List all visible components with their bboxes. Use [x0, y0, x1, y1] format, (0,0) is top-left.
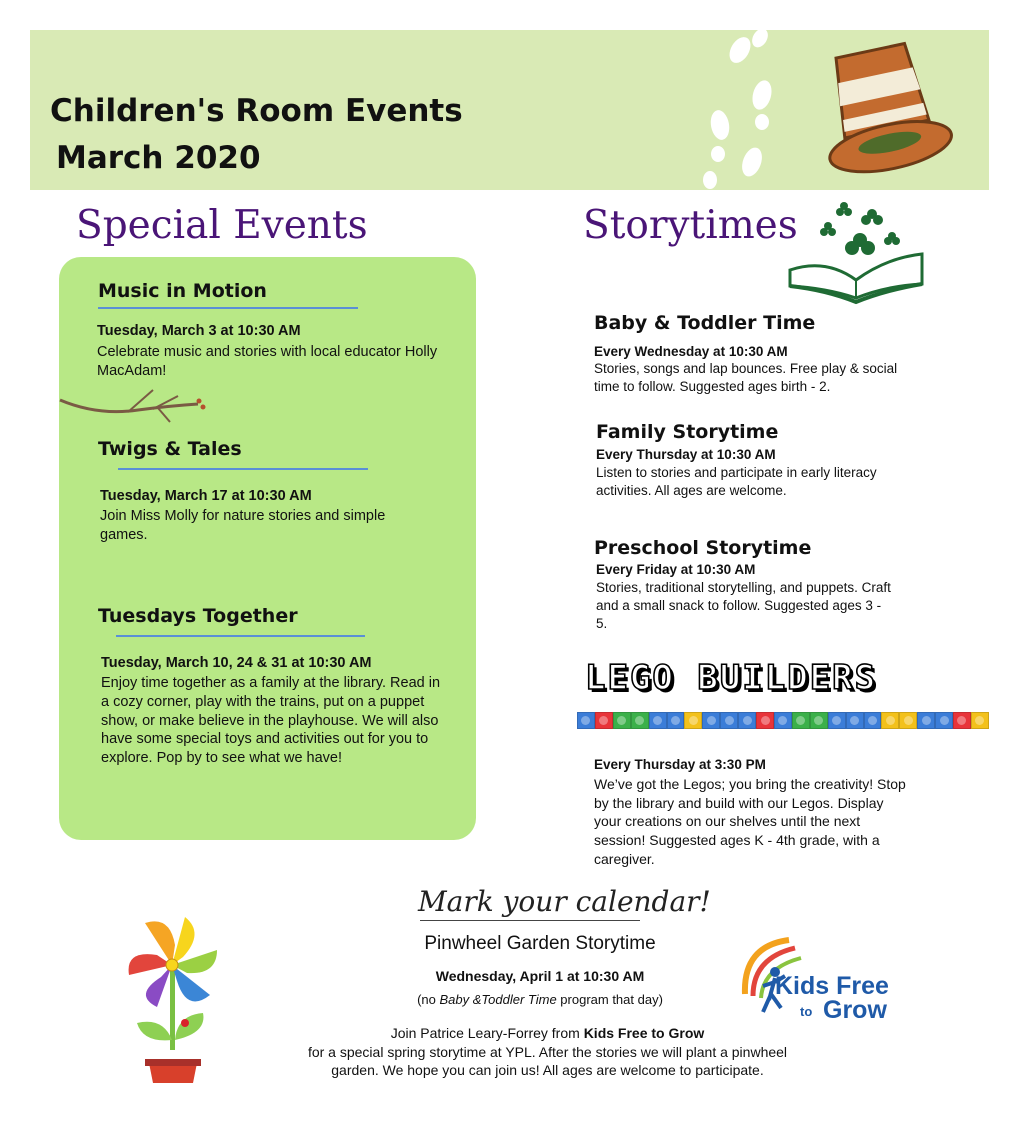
- divider: [118, 468, 368, 470]
- lego-date: Every Thursday at 3:30 PM: [594, 757, 766, 772]
- event-date-twigs: Tuesday, March 17 at 10:30 AM: [100, 488, 312, 504]
- lego-brick: [846, 712, 864, 729]
- lego-brick: [667, 712, 685, 729]
- lego-brick: [881, 712, 899, 729]
- storytime-body-baby: Stories, songs and lap bounces. Free play & social time to follow. Suggested ages birth - 2.: [594, 361, 898, 394]
- lego-brick: [738, 712, 756, 729]
- lego-brick: [595, 712, 613, 729]
- lego-brick: [756, 712, 774, 729]
- event-body-twigs: Join Miss Molly for nature stories and simple games.: [100, 508, 386, 543]
- storytime-body-family: Listen to stories and participate in early literacy activities. All ages are welcome.: [596, 465, 877, 498]
- lego-brick: [702, 712, 720, 729]
- kids-free-to-grow-logo: [737, 934, 897, 1026]
- logo-text-line2: to: [800, 1004, 813, 1019]
- footprints-icon: [690, 30, 800, 190]
- storytime-title-preschool: Preschool Storytime: [594, 537, 812, 559]
- event-title-tuesdays: Tuesdays Together: [98, 605, 298, 627]
- lego-brick: [649, 712, 667, 729]
- twig-icon: [58, 386, 208, 430]
- calendar-join-line: Join Patrice Leary-Forrey from Kids Free to Grow: [390, 1025, 705, 1041]
- lego-brick: [720, 712, 738, 729]
- lego-brick: [899, 712, 917, 729]
- lego-brick: [577, 712, 595, 729]
- open-book-shamrock-icon: [786, 198, 926, 306]
- calendar-event-date: Wednesday, April 1 at 10:30 AM: [435, 968, 645, 984]
- event-date-music: Tuesday, March 3 at 10:30 AM: [97, 323, 301, 339]
- divider: [98, 307, 358, 309]
- lego-brick: [953, 712, 971, 729]
- lego-brick: [935, 712, 953, 729]
- event-date-tuesdays: Tuesday, March 10, 24 & 31 at 10:30 AM: [101, 655, 372, 671]
- storytime-date-baby: Every Wednesday at 10:30 AM: [594, 344, 788, 359]
- lego-brick: [774, 712, 792, 729]
- event-body-music: Celebrate music and stories with local educator Holly MacAdam!: [97, 344, 438, 379]
- lego-brick: [792, 712, 810, 729]
- lego-body: We’ve got the Legos; you bring the creativity! Stop by the library and build with our Legos. Display your creations on our shelves until the next session! Suggested ages K - 4th grade, with a caregiver.: [594, 776, 906, 867]
- lego-brick: [631, 712, 649, 729]
- lego-brick: [864, 712, 882, 729]
- storytimes-heading: Storytimes: [583, 203, 798, 248]
- page-subtitle: March 2020: [56, 140, 261, 176]
- page-title: Children's Room Events: [50, 93, 463, 129]
- logo-text-line3: Grow: [823, 996, 887, 1024]
- special-events-heading: Special Events: [76, 203, 368, 248]
- calendar-line3: garden. We hope you can join us! All ages are welcome to participate.: [331, 1062, 764, 1078]
- calendar-line2: for a special spring storytime at YPL. After the stories we will plant a pinwheel: [307, 1044, 788, 1060]
- event-body-tuesdays: Enjoy time together as a family at the library. Read in a cozy corner, play with the trains, put on a puppet show, or make believe in the playhouse. We will also have some special toys and activities out for you to explore. Pop by to see what we have!: [101, 675, 441, 767]
- lego-brick: [613, 712, 631, 729]
- lego-brick: [971, 712, 989, 729]
- lego-builders-title: LEGO BUILDERS: [585, 658, 878, 698]
- storytime-title-baby: Baby & Toddler Time: [594, 312, 816, 334]
- lego-brick: [917, 712, 935, 729]
- storytime-date-preschool: Every Friday at 10:30 AM: [596, 562, 756, 577]
- lego-brick: [810, 712, 828, 729]
- storytime-title-family: Family Storytime: [596, 421, 779, 443]
- storytime-date-family: Every Thursday at 10:30 AM: [596, 447, 776, 462]
- lego-brick: [684, 712, 702, 729]
- calendar-note: (no Baby &Toddler Time program that day): [417, 992, 663, 1007]
- lego-brick: [828, 712, 846, 729]
- storytime-body-preschool: Stories, traditional storytelling, and puppets. Craft and a small snack to follow. Suggested ages 3 - 5.: [596, 580, 891, 631]
- logo-text-line1: Kids Free: [775, 972, 889, 1000]
- event-title-music: Music in Motion: [98, 280, 267, 302]
- event-title-twigs: Twigs & Tales: [98, 438, 242, 460]
- divider: [420, 920, 640, 921]
- mark-calendar-heading: Mark your calendar!: [418, 885, 711, 918]
- divider: [116, 635, 365, 637]
- lego-brick-strip: [577, 712, 989, 729]
- calendar-event-title: Pinwheel Garden Storytime: [424, 933, 656, 954]
- pinwheel-flower-icon: [125, 915, 220, 1087]
- striped-hat-icon: [818, 38, 963, 183]
